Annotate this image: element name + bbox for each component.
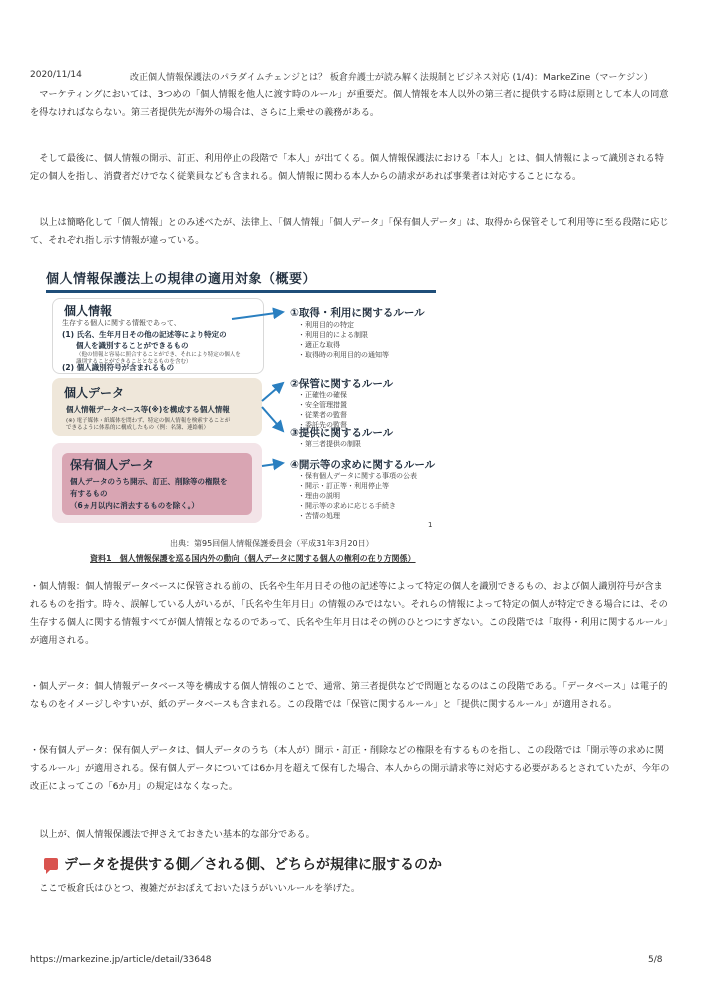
print-date: 2020/11/14 — [30, 70, 82, 80]
personal-info-line: (1) 氏名、生年月日その他の記述等により特定の — [62, 330, 227, 339]
footer-url: https://markezine.jp/article/detail/33648 — [30, 955, 212, 965]
figure-title: 個人情報保護法上の規律の適用対象（概要） — [46, 272, 317, 287]
personal-data-line: (※) 電子媒体・紙媒体を問わず、特定の個人情報を検索することが — [66, 418, 231, 424]
definition-personal-data: ・個人データ：個人情報データベース等を構成する個人情報のことで、通常、第三者提供などで問題となるのはこの段階である。「データベース」は電子的なものをイメージしやすいが、紙のデータベースも含まれる。この段階では「保管に関するルール」と「提供に関するルール」が適用される。 — [30, 681, 668, 710]
rule-item: ・理由の説明 — [298, 492, 340, 500]
print-page-title: 改正個人情報保護法のパラダイムチェンジとは？ 板倉弁護士が読み解く法規制とビジネス対応 (1/4)：MarkeZine（マーケジン） — [130, 73, 653, 83]
retained-data-line: （6ヵ月以内に消去するものを除く。） — [70, 501, 199, 510]
rule-item: ・正確性の確保 — [298, 391, 347, 399]
rule-heading: ③提供に関するルール — [290, 427, 394, 439]
rule-item: ・委託先の監督 — [298, 421, 347, 429]
personal-info-line: (2) 個人識別符号が含まれるもの — [62, 363, 175, 372]
footer-page-number: 5/8 — [648, 955, 663, 965]
personal-data-line: できるように体系的に構成したもの（例：名簿、連絡帳） — [66, 425, 210, 431]
figure-page-mark: 1 — [428, 521, 433, 529]
summary-text: 以上が、個人情報保護法で押さえておきたい基本的な部分である。 — [39, 829, 315, 840]
personal-info-line: 識別することができることとなるものを含む） — [76, 359, 192, 365]
rule-item: ・取得時の利用目的の通知等 — [298, 351, 389, 359]
personal-info-title: 個人情報 — [64, 304, 113, 318]
rule-item: ・保有個人データに関する事項の公表 — [298, 472, 417, 480]
intro-paragraph-3: 以上は簡略化して「個人情報」とのみ述べたが、法律上、「個人情報」「個人データ」「保有個人データ」は、取得から保管そして利用等に至る段階に応じて、それぞれ指し示す情報が違っている。 — [30, 217, 669, 246]
personal-info-line: 個人を識別することができるもの — [76, 341, 189, 350]
rule-item: ・適正な取得 — [298, 341, 340, 349]
personal-info-line: 生存する個人に関する情報であって、 — [62, 319, 181, 327]
rule-item: ・開示等の求めに応じる手続き — [298, 502, 396, 510]
rule-item: ・従業者の監督 — [298, 411, 347, 419]
intro-paragraph-2: そして最後に、個人情報の開示、訂正、利用停止の段階で「本人」が出てくる。個人情報保護法における「本人」とは、個人情報によって識別される特定の個人を指し、消費者だけでなく従業員なども含まれる。個人情報に関わる本人からの請求があれば事業者は対応することになる。 — [30, 153, 664, 182]
section-lead: ここで板倉氏はひとつ、複雑だがおぼえておいたほうがいいルールを挙げた。 — [39, 883, 361, 894]
rule-heading: ②保管に関するルール — [290, 378, 394, 390]
figure-source: 出典：第95回個人情報保護委員会（平成31年3月20日） — [170, 539, 374, 548]
definition-personal-info: ・個人情報：個人情報データベースに保管される前の、氏名や生年月日その他の記述等によって特定の個人を識別できるもの、および個人識別符号が含まれるものを指す。時々、誤解している人がいるが、「氏名や生年月日」の情報のみではない。それらの情報によって特定の個人が特定できる場合には、その生存する個人に関する情報すべてが個人情報となるのであって、氏名や生年月日はその例のひとつにすぎない。この段階では「取得・利用に関するルール」が適用される。 — [30, 581, 668, 646]
definition-retained-data: ・保有個人データ：保有個人データは、個人データのうち（本人が）開示・訂正・削除などの権限を有するものを指し、この段階では「開示等の求めに関するルール」が適用される。保有個人データについては6か月を超えて保有した場合、本人からの開示請求等に対応する必要があるとされていたが、今年の改正によってこの「6か月」の規定はなくなった。 — [30, 745, 670, 792]
personal-data-line: 個人情報データベース等(※)を構成する個人情報 — [66, 405, 230, 414]
rule-item: ・苦情の処理 — [298, 512, 340, 520]
figure-caption: 資料1 個人情報保護を巡る国内外の動向（個人データに関する個人の権利の在り方関係） — [90, 554, 416, 563]
rule-item: ・利用目的による制限 — [298, 331, 368, 339]
personal-info-line: （他の情報と容易に照合することができ、それにより特定の個人を — [76, 352, 241, 358]
section-heading: データを提供する側／される側、どちらが規律に服するのか — [64, 857, 442, 873]
retained-data-line: 有するもの — [70, 489, 108, 498]
rule-item: ・第三者提供の制限 — [298, 440, 361, 448]
rule-heading: ①取得・利用に関するルール — [290, 307, 425, 319]
rule-item: ・利用目的の特定 — [298, 321, 354, 329]
rule-item: ・安全管理措置 — [298, 401, 347, 409]
speech-bubble-icon — [44, 858, 58, 870]
rule-item: ・開示・訂正等・利用停止等 — [298, 482, 389, 490]
retained-data-title: 保有個人データ — [70, 458, 155, 472]
retained-data-line: 個人データのうち開示、訂正、削除等の権限を — [70, 477, 228, 486]
personal-data-title: 個人データ — [64, 386, 125, 400]
intro-paragraph-1: マーケティングにおいては、3つめの「個人情報を他人に渡す時のルール」が重要だ。個人情報を本人以外の第三者に提供する時は原則として本人の同意を得なければならない。第三者提供先が海外の場合は、さらに上乗せの義務がある。 — [30, 89, 669, 118]
rule-heading: ④開示等の求めに関するルール — [290, 459, 436, 471]
